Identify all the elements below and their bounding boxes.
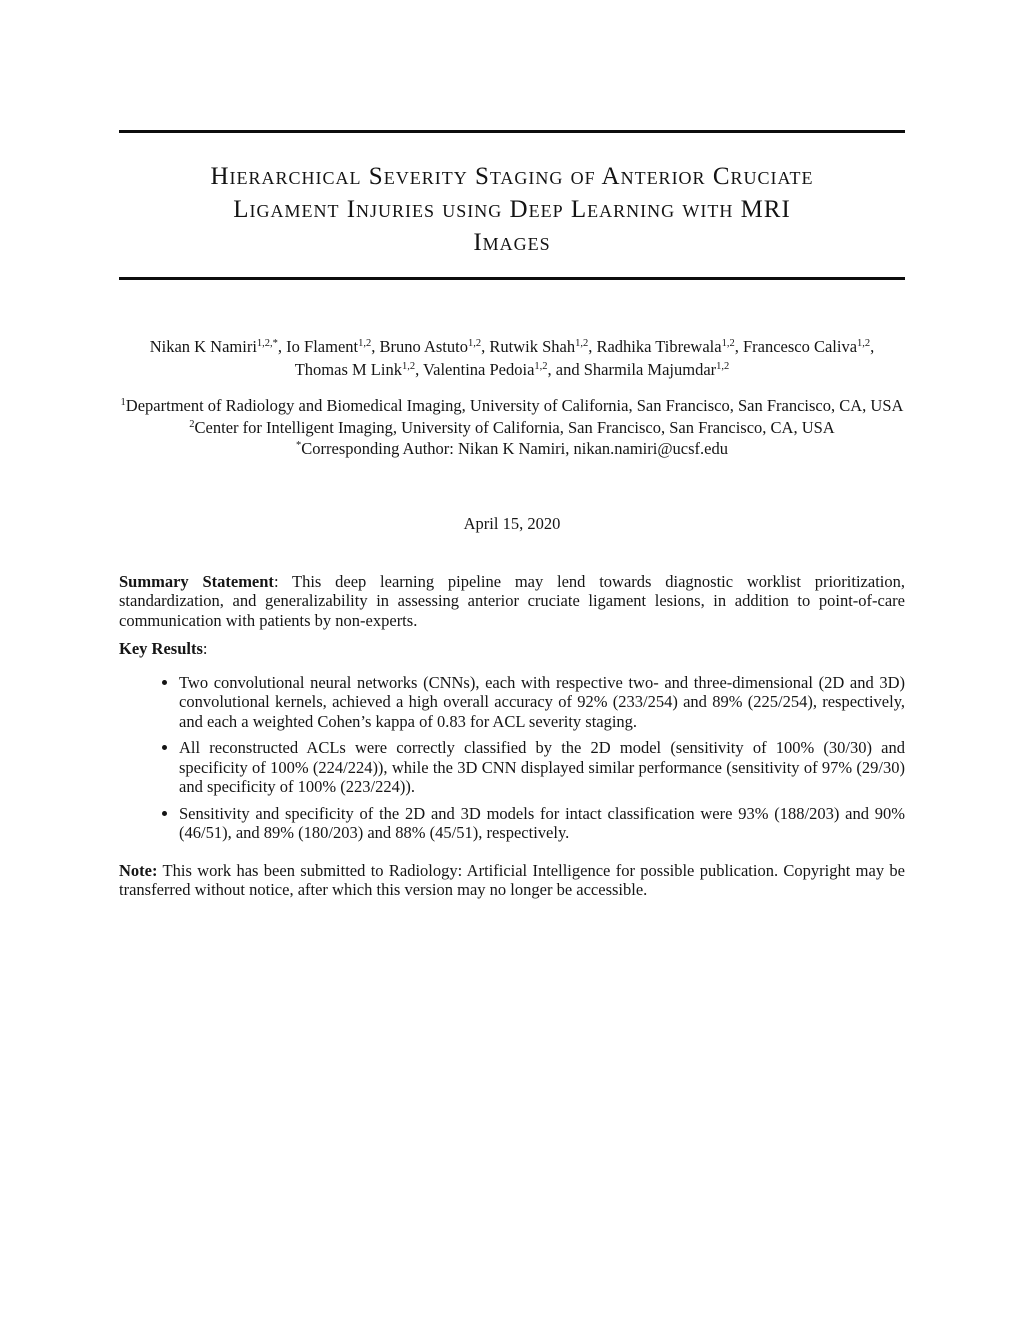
affiliation-text: Center for Intelligent Imaging, University of California, San Francisco, San Francisco, CA, USA [194,417,835,437]
author-line-2 [119,357,905,380]
author-affiliation-marker: 1,2 [857,338,871,349]
author-separator: , [734,337,743,356]
author [596,337,743,356]
note-label: Note: [119,860,158,880]
note [119,861,905,900]
key-results-list [119,673,905,843]
author-affiliation-marker: 1,2 [716,361,730,372]
affiliation-text: Department of Radiology and Biomedical Imaging, University of California, San Francisco, San Francisco, CA, USA [125,396,904,415]
author [423,360,556,379]
paper-title-line-1: Hierarchical Severity Staging of Anterior Cruciate [210,163,814,190]
author [286,337,379,356]
note-text: This work has been submitted to Radiology: Artificial Intelligence for possible publication. Copyright may be transferred without notice, after which this version may no longer be accessible. [119,860,905,899]
author [295,360,423,379]
author-line-1 [119,334,905,357]
summary-statement [119,572,905,631]
paper-title [119,160,905,259]
title-rule-bottom [119,277,905,280]
affiliations [119,394,905,459]
author-separator: , [481,337,490,356]
key-results-label: Key Results [119,639,203,658]
title-rule-top [119,130,905,133]
author-affiliation-marker: 1,2,* [256,338,278,349]
author-name: Valentina Pedoia [423,360,535,379]
author-list [119,334,905,380]
key-results-heading [119,639,905,659]
author-separator: , [415,360,424,379]
author [743,337,874,356]
paper-title-line-3: Images [473,229,551,256]
author-separator: , [371,337,380,356]
author [150,337,286,356]
author [556,360,730,379]
author-separator: , [277,337,287,356]
key-results-colon: : [202,639,208,658]
affiliation-2 [119,416,905,438]
author [489,337,596,356]
author-separator: , [870,337,875,356]
summary-statement-text: : This deep learning pipeline may lend towards diagnostic worklist prioritization, standardization, and generalizability in assessing anterior cruciate ligament lesions, in addition to point-of-care communication with patients by non-experts. [119,571,905,630]
paper-page [0,130,1024,1325]
key-result-item-2: • All reconstructed ACLs were correctly classified by the 2D model (sensitivity of 100% (30/30) and specificity of 100% (224/224)), while the 3D CNN displayed similar performance (sensitivity of 97% (29/30) and specificity of 100% (223/224)). [179,738,905,797]
author-affiliation-marker: 1,2 [575,338,589,349]
author [380,337,490,356]
author-affiliation-marker: 1,2 [534,361,548,372]
author-name: Io Flament [286,337,359,356]
key-result-item-1: • Two convolutional neural networks (CNNs), each with respective two- and three-dimensional (2D and 3D) convolutional kernels, achieved a high overall accuracy of 92% (233/254) and 89% (225/254), respectively, and each a weighted Cohen’s kappa of 0.83 for ACL severity staging. [179,673,905,732]
author-name: Radhika Tibrewala [596,337,722,356]
corresponding-author-text: Corresponding Author: Nikan K Namiri, nikan.namiri@ucsf.edu [301,439,728,458]
author-name: Nikan K Namiri [149,337,257,356]
corresponding-author-line [119,437,905,459]
summary-statement-label: Summary Statement [119,571,274,591]
author-name: Francesco Caliva [742,337,858,356]
author-name: Rutwik Shah [489,337,576,356]
affiliation-1 [119,394,905,416]
publication-date: April 15, 2020 [463,513,561,533]
author-affiliation-marker: 1,2 [401,361,416,372]
author-name: Bruno Astuto [379,337,468,356]
author-name: Thomas M Link [294,360,402,379]
author-affiliation-marker: 1,2 [721,338,735,349]
author-affiliation-marker: 1,2 [467,338,482,349]
corresponding-author-marker: * [296,440,302,451]
author-name: and Sharmila Majumdar [555,360,717,379]
affiliation-marker: 1 [120,397,126,408]
key-result-item-3: • Sensitivity and specificity of the 2D and 3D models for intact classification were 93% (188/203) and 90% (46/51), and 89% (180/203) and 88% (45/51), respectively. [179,804,905,843]
author-affiliation-marker: 1,2 [358,338,372,349]
author-separator: , [588,337,597,356]
author-separator: , [547,360,556,379]
paper-title-line-2: Ligament Injuries using Deep Learning with MRI [233,196,791,223]
affiliation-marker: 2 [189,418,195,430]
